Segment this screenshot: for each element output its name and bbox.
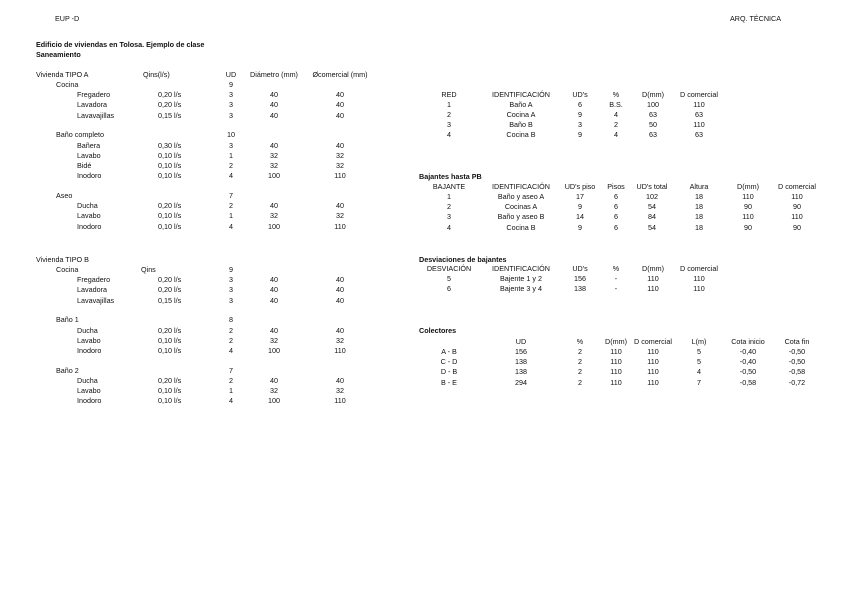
bajantes-cell: 18 xyxy=(695,202,703,212)
colectores-cell: 2 xyxy=(578,357,582,367)
bajantes-header: UD's piso xyxy=(564,182,596,191)
bajantes-cell: 6 xyxy=(614,222,618,232)
colectores-cell: D - B xyxy=(440,367,458,377)
diametro-value: 100 xyxy=(268,221,280,231)
appliance-name: Inodoro xyxy=(77,171,102,181)
desviaciones-cell: 138 xyxy=(574,284,586,294)
diametro-value: 32 xyxy=(270,161,278,170)
red-cell: B.S. xyxy=(609,100,623,109)
ud-value: 4 xyxy=(229,171,233,181)
qins-value: 0,15 l/s xyxy=(158,295,182,305)
diametro-value: 100 xyxy=(268,171,280,181)
colectores-cell: 138 xyxy=(515,357,527,367)
bajantes-cell: 90 xyxy=(744,222,752,232)
qins-value: 0,20 l/s xyxy=(158,100,182,110)
bajantes-cell: 84 xyxy=(648,212,656,222)
ud-value: 3 xyxy=(229,100,233,110)
group-name: Baño completo xyxy=(56,130,104,140)
ocomercial-value: 40 xyxy=(336,295,344,305)
bajantes-cell: Cocina B xyxy=(506,222,536,232)
document-subtitle: Saneamiento xyxy=(36,50,81,59)
diametro-value: 40 xyxy=(270,295,278,305)
ocomercial-value: 110 xyxy=(334,221,346,231)
ocomercial-value: 40 xyxy=(336,90,344,100)
colectores-cell: 110 xyxy=(647,377,659,387)
qins-value: 0,20 l/s xyxy=(158,376,182,385)
desviaciones-header: IDENTIFICACIÓN xyxy=(492,264,550,273)
bajantes-cell: 6 xyxy=(614,212,618,222)
bajantes-cell: 90 xyxy=(793,202,801,212)
bajantes-cell: 90 xyxy=(793,222,801,232)
qins-value: 0,20 l/s xyxy=(158,285,182,295)
ocomercial-value: 32 xyxy=(336,150,344,160)
ud-value: 2 xyxy=(229,376,233,385)
colectores-cell: C - D xyxy=(440,357,458,367)
group-name: Baño 2 xyxy=(56,365,79,375)
colectores-cell: -0,50 xyxy=(739,367,757,377)
ocomercial-value: 40 xyxy=(336,275,344,285)
appliance-name: Lavabo xyxy=(77,211,101,221)
bajantes-cell: 54 xyxy=(648,202,656,212)
ud-value: 4 xyxy=(229,396,233,406)
qins-value: 0,10 l/s xyxy=(158,396,182,406)
red-cell: 1 xyxy=(447,100,451,109)
diametro-value: 40 xyxy=(270,110,278,120)
colectores-cell: -0,40 xyxy=(739,357,757,367)
qins-value: 0,10 l/s xyxy=(158,150,182,160)
red-cell: 9 xyxy=(578,130,582,139)
colectores-header: UD xyxy=(515,337,527,346)
appliance-name: Lavadora xyxy=(77,100,107,110)
qins-value: 0,20 l/s xyxy=(158,90,182,100)
ocomercial-value: 110 xyxy=(334,396,346,406)
red-cell: Baño B xyxy=(509,120,533,129)
appliance-name: Fregadero xyxy=(77,275,111,285)
red-cell: 3 xyxy=(447,120,451,129)
colectores-cell: 156 xyxy=(515,347,527,356)
colectores-cell: 5 xyxy=(697,357,701,367)
qins-value: 0,10 l/s xyxy=(158,346,182,355)
bajantes-cell: Baño y aseo B xyxy=(497,212,545,222)
qins-value: 0,30 l/s xyxy=(158,140,182,150)
qins-value: 0,15 l/s xyxy=(158,110,182,120)
red-cell: 110 xyxy=(693,120,705,129)
ud-value: 3 xyxy=(229,275,233,285)
bajantes-cell: 4 xyxy=(447,222,451,232)
colectores-cell: 110 xyxy=(647,367,659,377)
colectores-cell: 110 xyxy=(647,347,659,356)
ud-value: 1 xyxy=(229,211,233,221)
ud-value: 4 xyxy=(229,221,233,231)
colectores-cell: 110 xyxy=(610,347,622,356)
ud-value: 3 xyxy=(229,110,233,120)
qins-value: 0,10 l/s xyxy=(158,386,182,396)
group-ud: 9 xyxy=(229,265,233,274)
red-cell: 9 xyxy=(578,110,582,119)
ocomercial-value: 110 xyxy=(334,171,346,181)
ud-value: 3 xyxy=(229,295,233,305)
col-header-qins: Qins(l/s) xyxy=(143,70,170,79)
desviaciones-cell: 110 xyxy=(647,274,659,283)
bajantes-cell: 18 xyxy=(695,192,703,201)
col-header-diametro: Diámetro (mm) xyxy=(250,70,298,79)
colectores-title: Colectores xyxy=(419,326,457,335)
colectores-header: D(mm) xyxy=(605,337,627,346)
qins-value: 0,20 l/s xyxy=(158,325,182,335)
ocomercial-value: 40 xyxy=(336,140,344,150)
ocomercial-value: 40 xyxy=(336,376,344,385)
colectores-header: % xyxy=(576,337,584,346)
bajantes-cell: 9 xyxy=(578,202,582,212)
diametro-value: 40 xyxy=(270,100,278,110)
bajantes-cell: 3 xyxy=(447,212,451,222)
desviaciones-cell: Bajente 1 y 2 xyxy=(500,274,542,283)
colectores-cell: -0,50 xyxy=(788,357,806,367)
red-cell: 2 xyxy=(614,120,618,129)
diametro-value: 32 xyxy=(270,386,278,396)
desviaciones-cell: 6 xyxy=(447,284,451,294)
ud-value: 2 xyxy=(229,325,233,335)
red-cell: Baño A xyxy=(509,100,533,109)
col-header-qins: Qins xyxy=(141,265,156,274)
bajantes-header: D comercial xyxy=(778,182,816,191)
col-header-ud: UD xyxy=(225,70,237,79)
desviaciones-cell: 110 xyxy=(693,274,705,283)
red-header: D(mm) xyxy=(642,90,664,99)
appliance-name: Ducha xyxy=(77,376,98,385)
appliance-name: Lavavajillas xyxy=(77,110,115,120)
colectores-cell: 2 xyxy=(578,347,582,356)
bajantes-cell: 1 xyxy=(447,192,451,201)
diametro-value: 40 xyxy=(270,285,278,295)
ocomercial-value: 40 xyxy=(336,110,344,120)
desviaciones-cell: - xyxy=(614,274,618,283)
ocomercial-value: 32 xyxy=(336,211,344,221)
diametro-value: 40 xyxy=(270,201,278,211)
colectores-cell: -0,58 xyxy=(788,367,806,377)
desviaciones-header: D(mm) xyxy=(642,264,664,273)
bajantes-cell: 110 xyxy=(791,212,803,222)
desviaciones-cell: 5 xyxy=(447,274,451,283)
colectores-cell: 138 xyxy=(515,367,527,377)
ocomercial-value: 32 xyxy=(336,386,344,396)
appliance-name: Bañera xyxy=(77,140,101,150)
colectores-header: Cota inicio xyxy=(731,337,765,346)
ud-value: 3 xyxy=(229,90,233,100)
group-ud: 9 xyxy=(229,80,233,89)
group-name: Baño 1 xyxy=(56,315,79,325)
desviaciones-cell: 156 xyxy=(574,274,586,283)
appliance-name: Lavadora xyxy=(77,285,107,295)
desviaciones-header: DESVIACIÓN xyxy=(426,264,472,273)
colectores-cell: 110 xyxy=(610,367,622,377)
red-cell: 3 xyxy=(578,120,582,129)
red-cell: 4 xyxy=(447,130,451,139)
colectores-cell: 294 xyxy=(515,377,527,387)
desviaciones-header: D comercial xyxy=(680,264,718,273)
diametro-value: 40 xyxy=(270,275,278,285)
bajantes-header: IDENTIFICACIÓN xyxy=(492,182,550,191)
ocomercial-value: 40 xyxy=(336,325,344,335)
desviaciones-title: Desviaciones de bajantes xyxy=(419,255,507,264)
bajantes-title: Bajantes hasta PB xyxy=(419,172,482,181)
red-header: UD's xyxy=(572,90,588,99)
colectores-cell: 4 xyxy=(697,367,701,377)
bajantes-cell: 17 xyxy=(576,192,584,201)
red-cell: 2 xyxy=(447,110,451,119)
bajantes-header: Altura xyxy=(689,182,709,191)
group-ud: 8 xyxy=(229,315,233,325)
colectores-cell: 110 xyxy=(610,377,622,387)
qins-value: 0,20 l/s xyxy=(158,201,182,211)
red-cell: 63 xyxy=(649,130,657,139)
appliance-name: Inodoro xyxy=(77,346,102,355)
group-name: Cocina xyxy=(56,80,79,89)
appliance-name: Lavabo xyxy=(77,335,101,345)
ocomercial-value: 32 xyxy=(336,335,344,345)
colectores-cell: A - B xyxy=(441,347,457,356)
red-header: D comercial xyxy=(680,90,718,99)
red-cell: 50 xyxy=(649,120,657,129)
ud-value: 4 xyxy=(229,346,233,355)
qins-value: 0,10 l/s xyxy=(158,221,182,231)
bajantes-header: BAJANTE xyxy=(432,182,466,191)
bajantes-header: Pisos xyxy=(607,182,625,191)
group-ud: 7 xyxy=(229,191,233,200)
colectores-cell: 5 xyxy=(697,347,701,356)
colectores-cell: 2 xyxy=(578,377,582,387)
bajantes-cell: 6 xyxy=(614,192,618,201)
vivienda-label: Vivienda TIPO B xyxy=(36,255,89,264)
colectores-cell: 110 xyxy=(610,357,622,367)
ud-value: 2 xyxy=(229,161,233,170)
ud-value: 1 xyxy=(229,386,233,396)
group-name: Cocina xyxy=(56,265,79,274)
appliance-name: Bidé xyxy=(77,161,92,170)
bajantes-cell: 2 xyxy=(447,202,451,212)
group-name: Aseo xyxy=(56,191,73,200)
bajantes-cell: 90 xyxy=(744,202,752,212)
red-cell: 63 xyxy=(695,110,703,119)
red-cell: 63 xyxy=(695,130,703,139)
vivienda-label: Vivienda TIPO A xyxy=(36,70,89,79)
bajantes-cell: 18 xyxy=(695,212,703,222)
ud-value: 2 xyxy=(229,201,233,211)
bajantes-cell: 18 xyxy=(695,222,703,232)
colectores-cell: B - E xyxy=(441,377,457,387)
ocomercial-value: 40 xyxy=(336,285,344,295)
diametro-value: 32 xyxy=(270,335,278,345)
bajantes-header: D(mm) xyxy=(737,182,759,191)
red-cell: 63 xyxy=(649,110,657,119)
bajantes-cell: 9 xyxy=(578,222,582,232)
appliance-name: Inodoro xyxy=(77,396,102,406)
bajantes-cell: 6 xyxy=(614,202,618,212)
red-cell: 6 xyxy=(578,100,582,109)
diametro-value: 100 xyxy=(268,346,280,355)
ud-value: 2 xyxy=(229,335,233,345)
group-ud: 10 xyxy=(227,130,235,140)
header-left: EUP -D xyxy=(55,14,80,23)
red-cell: 4 xyxy=(614,110,618,119)
qins-value: 0,10 l/s xyxy=(158,211,182,221)
desviaciones-header: % xyxy=(612,264,620,273)
qins-value: 0,20 l/s xyxy=(158,275,182,285)
appliance-name: Lavabo xyxy=(77,386,101,396)
desviaciones-cell: Bajente 3 y 4 xyxy=(500,284,542,294)
red-cell: Cocina B xyxy=(506,130,536,139)
diametro-value: 40 xyxy=(270,376,278,385)
desviaciones-cell: - xyxy=(614,284,618,294)
ud-value: 1 xyxy=(229,150,233,160)
colectores-cell: -0,58 xyxy=(739,377,757,387)
red-header: % xyxy=(612,90,620,99)
colectores-cell: 110 xyxy=(647,357,659,367)
diametro-value: 40 xyxy=(270,325,278,335)
bajantes-cell: 102 xyxy=(646,192,658,201)
appliance-name: Lavabo xyxy=(77,150,101,160)
appliance-name: Inodoro xyxy=(77,221,102,231)
appliance-name: Ducha xyxy=(77,201,98,211)
red-header: IDENTIFICACIÓN xyxy=(492,90,550,99)
col-header-ocomercial: Øcomercial (mm) xyxy=(312,70,368,79)
colectores-header: L(m) xyxy=(691,337,707,346)
ocomercial-value: 40 xyxy=(336,201,344,211)
header-right: ARQ. TÉCNICA xyxy=(730,14,781,23)
colectores-header: Cota fin xyxy=(784,337,810,346)
group-ud: 7 xyxy=(229,365,233,375)
qins-value: 0,10 l/s xyxy=(158,161,182,170)
bajantes-cell: 14 xyxy=(576,212,584,222)
bajantes-cell: 110 xyxy=(742,212,754,222)
ocomercial-value: 110 xyxy=(334,346,346,355)
diametro-value: 100 xyxy=(268,396,280,406)
document-title: Edificio de viviendas en Tolosa. Ejemplo de clase xyxy=(36,40,205,49)
qins-value: 0,10 l/s xyxy=(158,171,182,181)
bajantes-cell: 110 xyxy=(742,192,754,201)
bajantes-cell: 110 xyxy=(791,192,803,201)
colectores-header: D comercial xyxy=(634,337,672,346)
desviaciones-cell: 110 xyxy=(647,284,659,294)
diametro-value: 40 xyxy=(270,140,278,150)
desviaciones-header: UD's xyxy=(572,264,588,273)
bajantes-cell: Baño y aseo A xyxy=(497,192,545,201)
colectores-cell: 2 xyxy=(578,367,582,377)
bajantes-header: UD's total xyxy=(636,182,668,191)
bajantes-cell: Cocinas A xyxy=(504,202,538,212)
bajantes-cell: 54 xyxy=(648,222,656,232)
red-header: RED xyxy=(441,90,457,99)
red-cell: 100 xyxy=(647,100,659,109)
qins-value: 0,10 l/s xyxy=(158,335,182,345)
appliance-name: Fregadero xyxy=(77,90,111,100)
desviaciones-cell: 110 xyxy=(693,284,705,294)
red-cell: 110 xyxy=(693,100,705,109)
ocomercial-value: 32 xyxy=(336,161,344,170)
colectores-cell: -0,72 xyxy=(788,377,806,387)
appliance-name: Lavavajillas xyxy=(77,295,115,305)
diametro-value: 40 xyxy=(270,90,278,100)
red-cell: 4 xyxy=(614,130,618,139)
red-cell: Cocina A xyxy=(506,110,536,119)
ud-value: 3 xyxy=(229,140,233,150)
appliance-name: Ducha xyxy=(77,325,98,335)
colectores-cell: -0,40 xyxy=(739,347,757,356)
ud-value: 3 xyxy=(229,285,233,295)
diametro-value: 32 xyxy=(270,211,278,221)
colectores-cell: -0,50 xyxy=(788,347,806,356)
ocomercial-value: 40 xyxy=(336,100,344,110)
colectores-cell: 7 xyxy=(697,377,701,387)
diametro-value: 32 xyxy=(270,150,278,160)
